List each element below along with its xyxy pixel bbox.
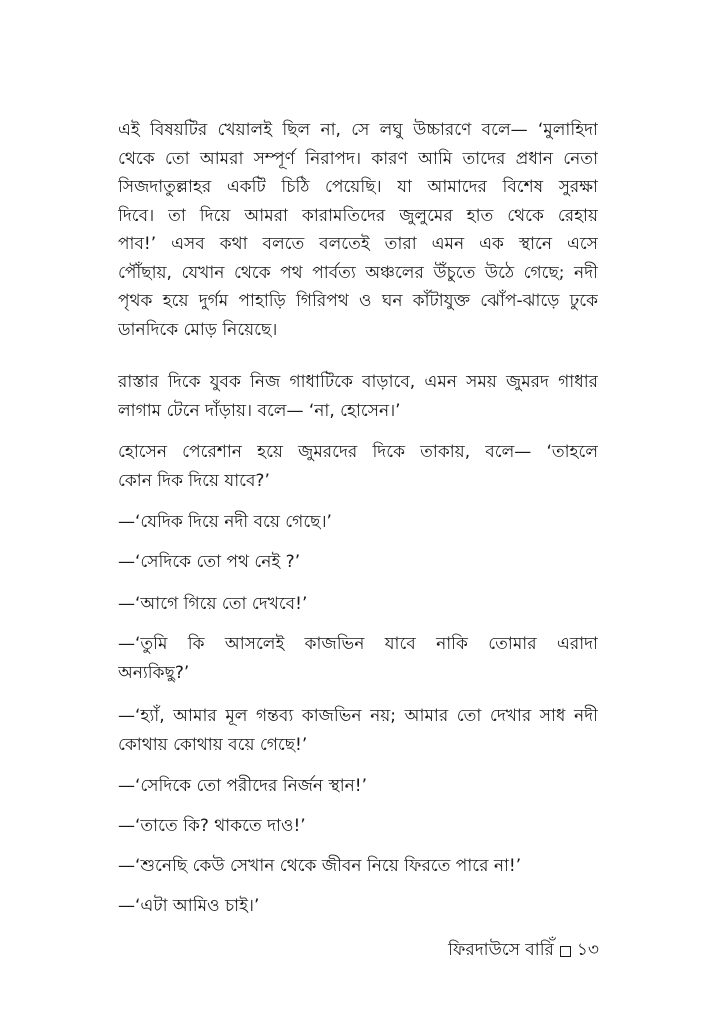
paragraph-1 [118, 116, 598, 344]
square-separator-icon [560, 946, 571, 957]
dialogue-line: —‘তাতে কি? থাকতে দাও!’ [118, 816, 306, 836]
text-line: রাস্তার দিকে যুবক নিজ গাধাটিকে বাড়াবে, এমন সময় জুমরদ গাধার [118, 372, 598, 392]
dialogue-line: —‘হ্যাঁ, আমার মূল গন্তব্য কাজভিন নয়; আমার তো দেখার সাধ নদী [118, 706, 598, 726]
dialogue-line: —‘সেদিকে তো পথ নেই ?’ [118, 552, 301, 572]
dialogue-line: —‘সেদিকে তো পরীদের নির্জন স্থান!’ [118, 776, 368, 796]
page-number: ১৩ [576, 940, 599, 960]
text-line: ডানদিকে মোড় নিয়েছে। [118, 319, 278, 340]
dialogue-9 [118, 892, 598, 921]
dialogue-2 [118, 548, 598, 577]
dialogue-1 [118, 508, 598, 537]
page-footer [448, 937, 599, 965]
dialogue-4 [118, 630, 598, 687]
dialogue-5 [118, 702, 598, 759]
text-line: থেকে তো আমরা সম্পূর্ণ নিরাপদ। কারণ আমি তাদের প্রধান নেতা [118, 148, 598, 169]
dialogue-line: —‘যেদিক দিয়ে নদী বয়ে গেছে।’ [118, 512, 332, 532]
text-line: সিজদাতুল্লাহর একটি চিঠি পেয়েছি। যা আমাদের বিশেষ সুরক্ষা [118, 177, 598, 197]
dialogue-7 [118, 812, 598, 841]
text-line: পাব!’ এসব কথা বলতে বলতেই তারা এমন এক স্থানে এসে [118, 234, 598, 254]
dialogue-line: কোথায় কোথায় বয়ে গেছে!’ [118, 734, 308, 755]
text-line: কোন দিক দিয়ে যাবে?’ [118, 470, 270, 491]
dialogue-line: —‘তুমি কি আসলেই কাজভিন যাবে নাকি তোমার এরাদা [118, 634, 598, 654]
text-line: এই বিষয়টির খেয়ালই ছিল না, সে লঘু উচ্চারণে বলে— ‘মুলাহিদা [118, 120, 598, 140]
text-line: হোসেন পেরেশান হয়ে জুমরদের দিকে তাকায়, বলে— ‘তাহলে [118, 442, 598, 462]
text-line: পৌঁছায়, যেখান থেকে পথ পার্বত্য অঞ্চলের উঁচুতে উঠে গেছে; নদী [118, 262, 598, 283]
dialogue-8 [118, 852, 598, 881]
paragraph-3 [118, 438, 598, 495]
dialogue-6 [118, 772, 598, 801]
text-line: লাগাম টেনে দাঁড়ায়। বলে— ‘না, হোসেন।’ [118, 400, 401, 421]
paragraph-2 [118, 368, 598, 425]
book-title: ফিরদাউসে বারিঁ [448, 940, 554, 960]
dialogue-line: —‘আগে গিয়ে তো দেখবে!’ [118, 594, 308, 614]
text-line: পৃথক হয়ে দুর্গম পাহাড়ি গিরিপথ ও ঘন কাঁটাযুক্ত ঝোঁপ-ঝাড়ে ঢুকে [118, 291, 598, 311]
dialogue-line: —‘এটা আমিও চাই।’ [118, 896, 260, 916]
dialogue-line: অন্যকিছু?’ [118, 662, 190, 683]
text-line: দিবে। তা দিয়ে আমরা কারামতিদের জুলুমের হাত থেকে রেহায় [118, 205, 598, 226]
dialogue-3 [118, 590, 598, 619]
dialogue-line: —‘শুনেছি কেউ সেখান থেকে জীবন নিয়ে ফিরতে পারে না!’ [118, 856, 522, 876]
